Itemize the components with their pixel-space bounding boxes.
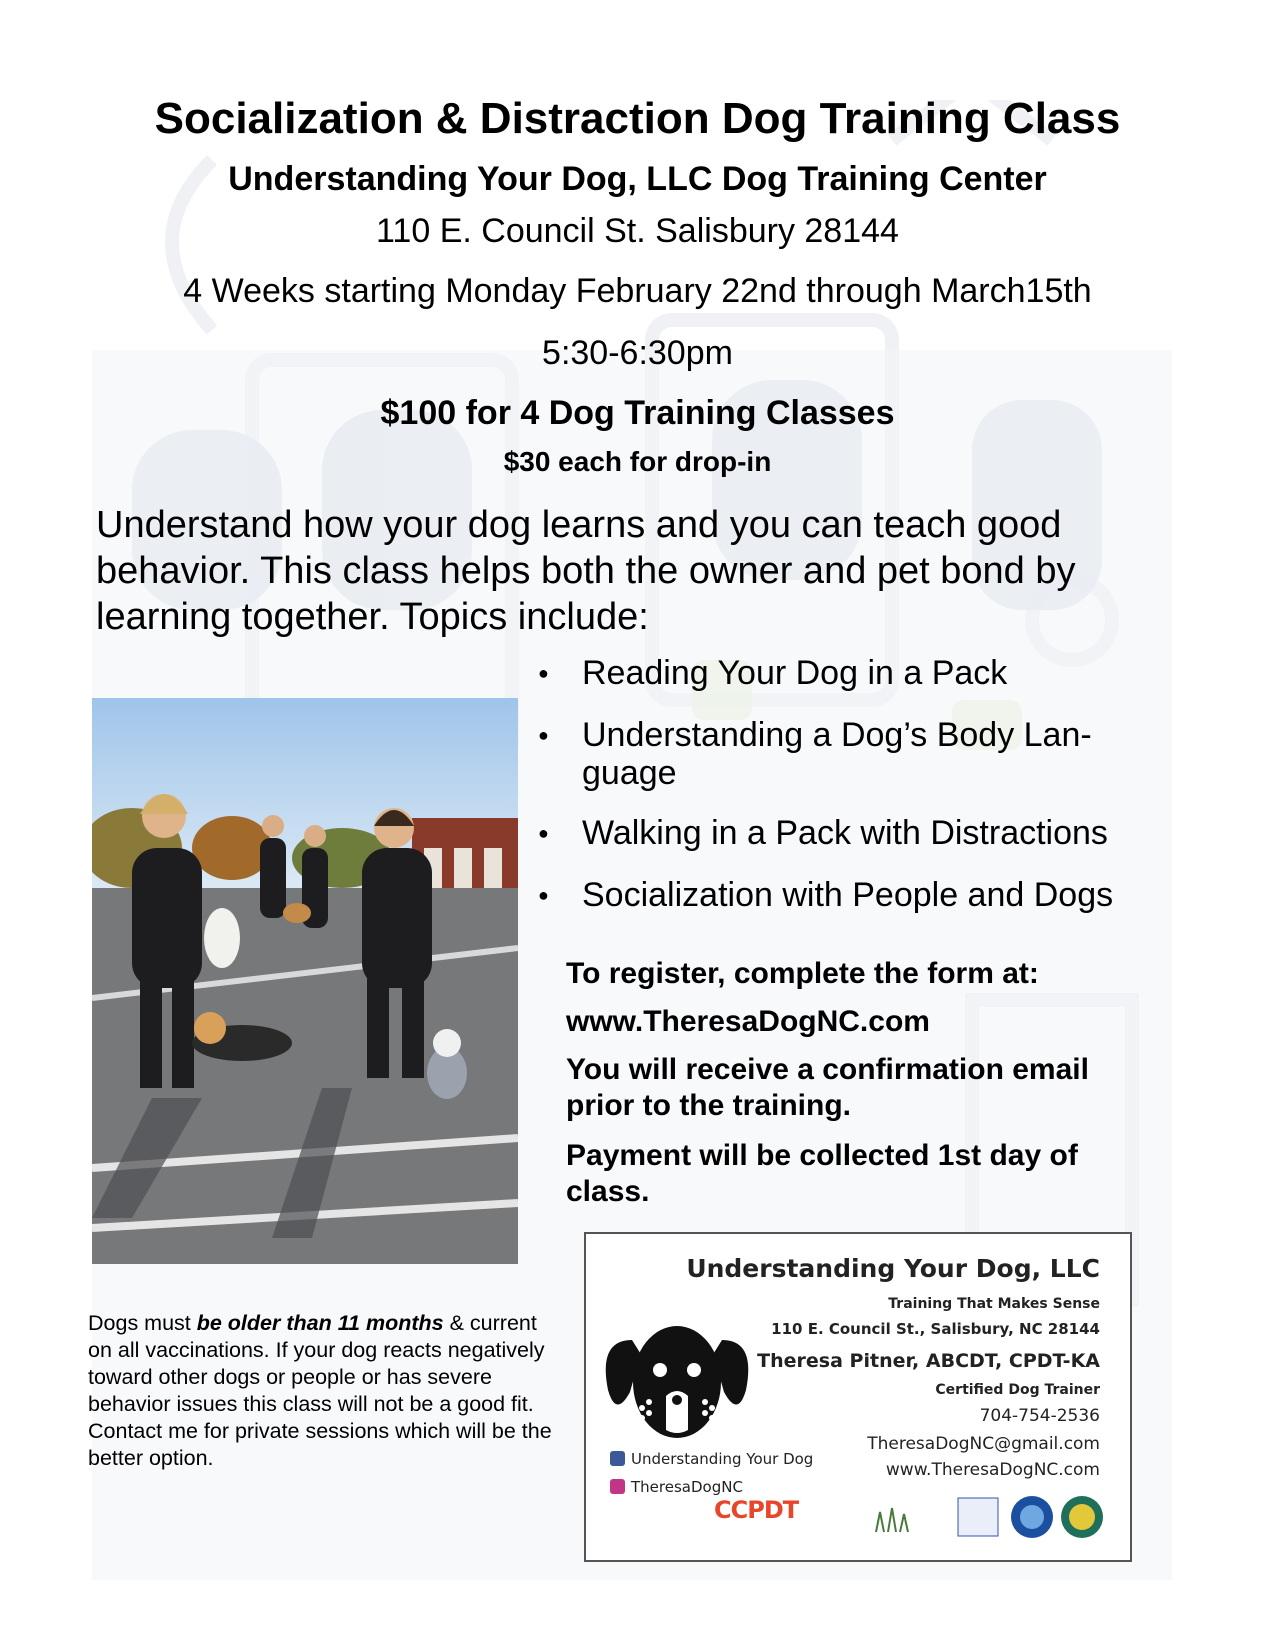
- certification-badges-icon: [866, 1492, 1106, 1542]
- class-price: $100 for 4 Dog Training Classes: [380, 394, 895, 432]
- age-requirement: be older than 11 months: [196, 1311, 444, 1335]
- center-name: Understanding Your Dog, LLC Dog Training Center: [228, 160, 1047, 198]
- instagram-icon: [610, 1479, 625, 1494]
- card-email[interactable]: TheresaDogNC@gmail.com: [867, 1434, 1100, 1454]
- confirmation-note: You will receive a confirmation email prior to the training.: [566, 1053, 1089, 1122]
- bullet-icon: ●: [538, 885, 549, 905]
- ccpdt-logo: CCPDT: [714, 1496, 799, 1524]
- bullet-icon: ●: [538, 663, 549, 683]
- payment-note: Payment will be collected 1st day of class.: [566, 1139, 1078, 1208]
- register-instruction: To register, complete the form at:: [566, 957, 1039, 990]
- card-phone[interactable]: 704-754-2536: [979, 1406, 1100, 1426]
- card-tagline: Training That Makes Sense: [888, 1296, 1100, 1312]
- facebook-icon: [610, 1451, 625, 1466]
- class-time: 5:30-6:30pm: [542, 334, 733, 372]
- class-photo: [92, 698, 518, 1264]
- intro-paragraph: Understand how your dog learns and you can teach good behavior. This class helps both the owner and pet bond by learning together. Topics include:: [96, 504, 1076, 638]
- card-trainer-name: Theresa Pitner, ABCDT, CPDT-KA: [757, 1350, 1100, 1372]
- dog-logo-icon: [602, 1300, 752, 1444]
- eligibility-note: Dogs must be older than 11 months & current on all vaccinations. If your dog reacts negatively toward other dogs or people or has severe behavior issues this class will not be a good fit. Contact me for private sessions which will be the better option.: [88, 1311, 552, 1470]
- center-address: 110 E. Council St. Salisbury 28144: [376, 212, 899, 250]
- bullet-icon: ●: [538, 725, 549, 745]
- card-website[interactable]: www.TheresaDogNC.com: [885, 1460, 1100, 1480]
- class-dates: 4 Weeks starting Monday February 22nd through March15th: [183, 272, 1092, 310]
- register-link[interactable]: www.TheresaDogNC.com: [566, 1005, 930, 1038]
- facebook-link[interactable]: Understanding Your Dog: [610, 1450, 813, 1468]
- card-address: 110 E. Council St., Salisbury, NC 28144: [771, 1320, 1100, 1338]
- page-title: Socialization & Distraction Dog Training Class: [154, 94, 1121, 143]
- dropin-price: $30 each for drop-in: [503, 446, 772, 477]
- card-business-name: Understanding Your Dog, LLC: [686, 1254, 1100, 1283]
- bullet-icon: ●: [538, 823, 549, 843]
- business-card: [584, 1232, 1132, 1562]
- instagram-link[interactable]: TheresaDogNC: [610, 1478, 743, 1496]
- card-certification: Certified Dog Trainer: [935, 1382, 1100, 1398]
